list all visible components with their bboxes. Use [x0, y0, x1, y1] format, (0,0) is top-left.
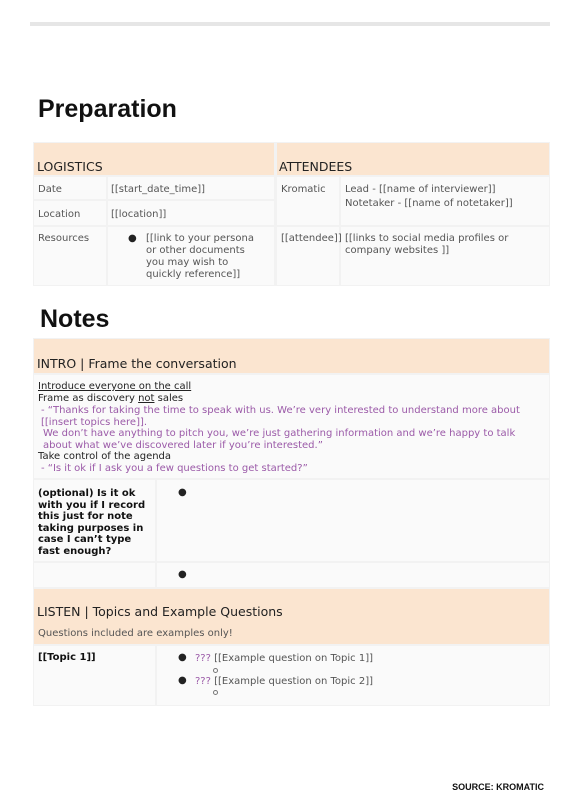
resources-label: Resources	[38, 233, 90, 244]
date-label: Date	[38, 184, 62, 195]
lead-value: Lead - [[name of interviewer]]	[345, 184, 496, 195]
optional-record-question: (optional) Is it ok with you if I record this just for note taking purposes in case I can’t type fast enough?	[38, 488, 146, 557]
question-bullet-2: ●	[178, 675, 187, 686]
logistics-header: LOGISTICS	[37, 159, 103, 174]
attendees-header: ATTENDEES	[279, 159, 353, 174]
sub-bullet-2	[213, 690, 218, 695]
location-value: [[location]]	[111, 209, 167, 220]
notes-title: Notes	[40, 305, 110, 333]
kromatic-label: Kromatic	[281, 184, 326, 195]
empty-bullet: ●	[178, 569, 187, 580]
example-question-2: ??? [[Example question on Topic 2]]	[195, 676, 373, 687]
location-label: Location	[38, 209, 81, 220]
intro-quote-3: - “Is it ok if I ask you a few questions to get started?”	[41, 463, 308, 474]
top-rule	[30, 22, 550, 26]
date-value: [[start_date_time]]	[111, 184, 206, 195]
resources-bullet: ●	[128, 233, 137, 244]
intro-line-2: Frame as discovery not sales	[38, 393, 184, 404]
intro-line-1: Introduce everyone on the call	[38, 381, 192, 392]
notetaker-value: Notetaker - [[name of notetaker]]	[345, 198, 513, 209]
source-credit: SOURCE: KROMATIC	[452, 782, 544, 792]
intro-header: INTRO | Frame the conversation	[37, 356, 237, 371]
listen-header: LISTEN | Topics and Example Questions	[37, 604, 283, 619]
sub-bullet-1	[213, 668, 218, 673]
attendee-label: [[attendee]]	[281, 233, 342, 244]
question-bullet-1: ●	[178, 652, 187, 663]
optional-bullet: ●	[178, 487, 187, 498]
topic-label: [[Topic 1]]	[38, 652, 96, 663]
intro-line-3: Take control of the agenda	[38, 451, 172, 462]
listen-subtitle: Questions included are examples only!	[38, 628, 233, 639]
intro-quote-2: We don’t have anything to pitch you, we’re just gathering information and we’re happy to talk about what we’ve discovered later if you’re interested.”	[43, 428, 516, 451]
preparation-title: Preparation	[38, 95, 177, 123]
example-question-1: ??? [[Example question on Topic 1]]	[195, 653, 373, 664]
intro-quote-1: - “Thanks for taking the time to speak with us. We’re very interested to understand more about [[insert topics here]].	[41, 405, 520, 428]
resources-value: [[link to your persona or other documents you may wish to quickly reference]]	[146, 233, 254, 280]
attendee-value: [[links to social media profiles or company websites ]]	[345, 233, 509, 256]
